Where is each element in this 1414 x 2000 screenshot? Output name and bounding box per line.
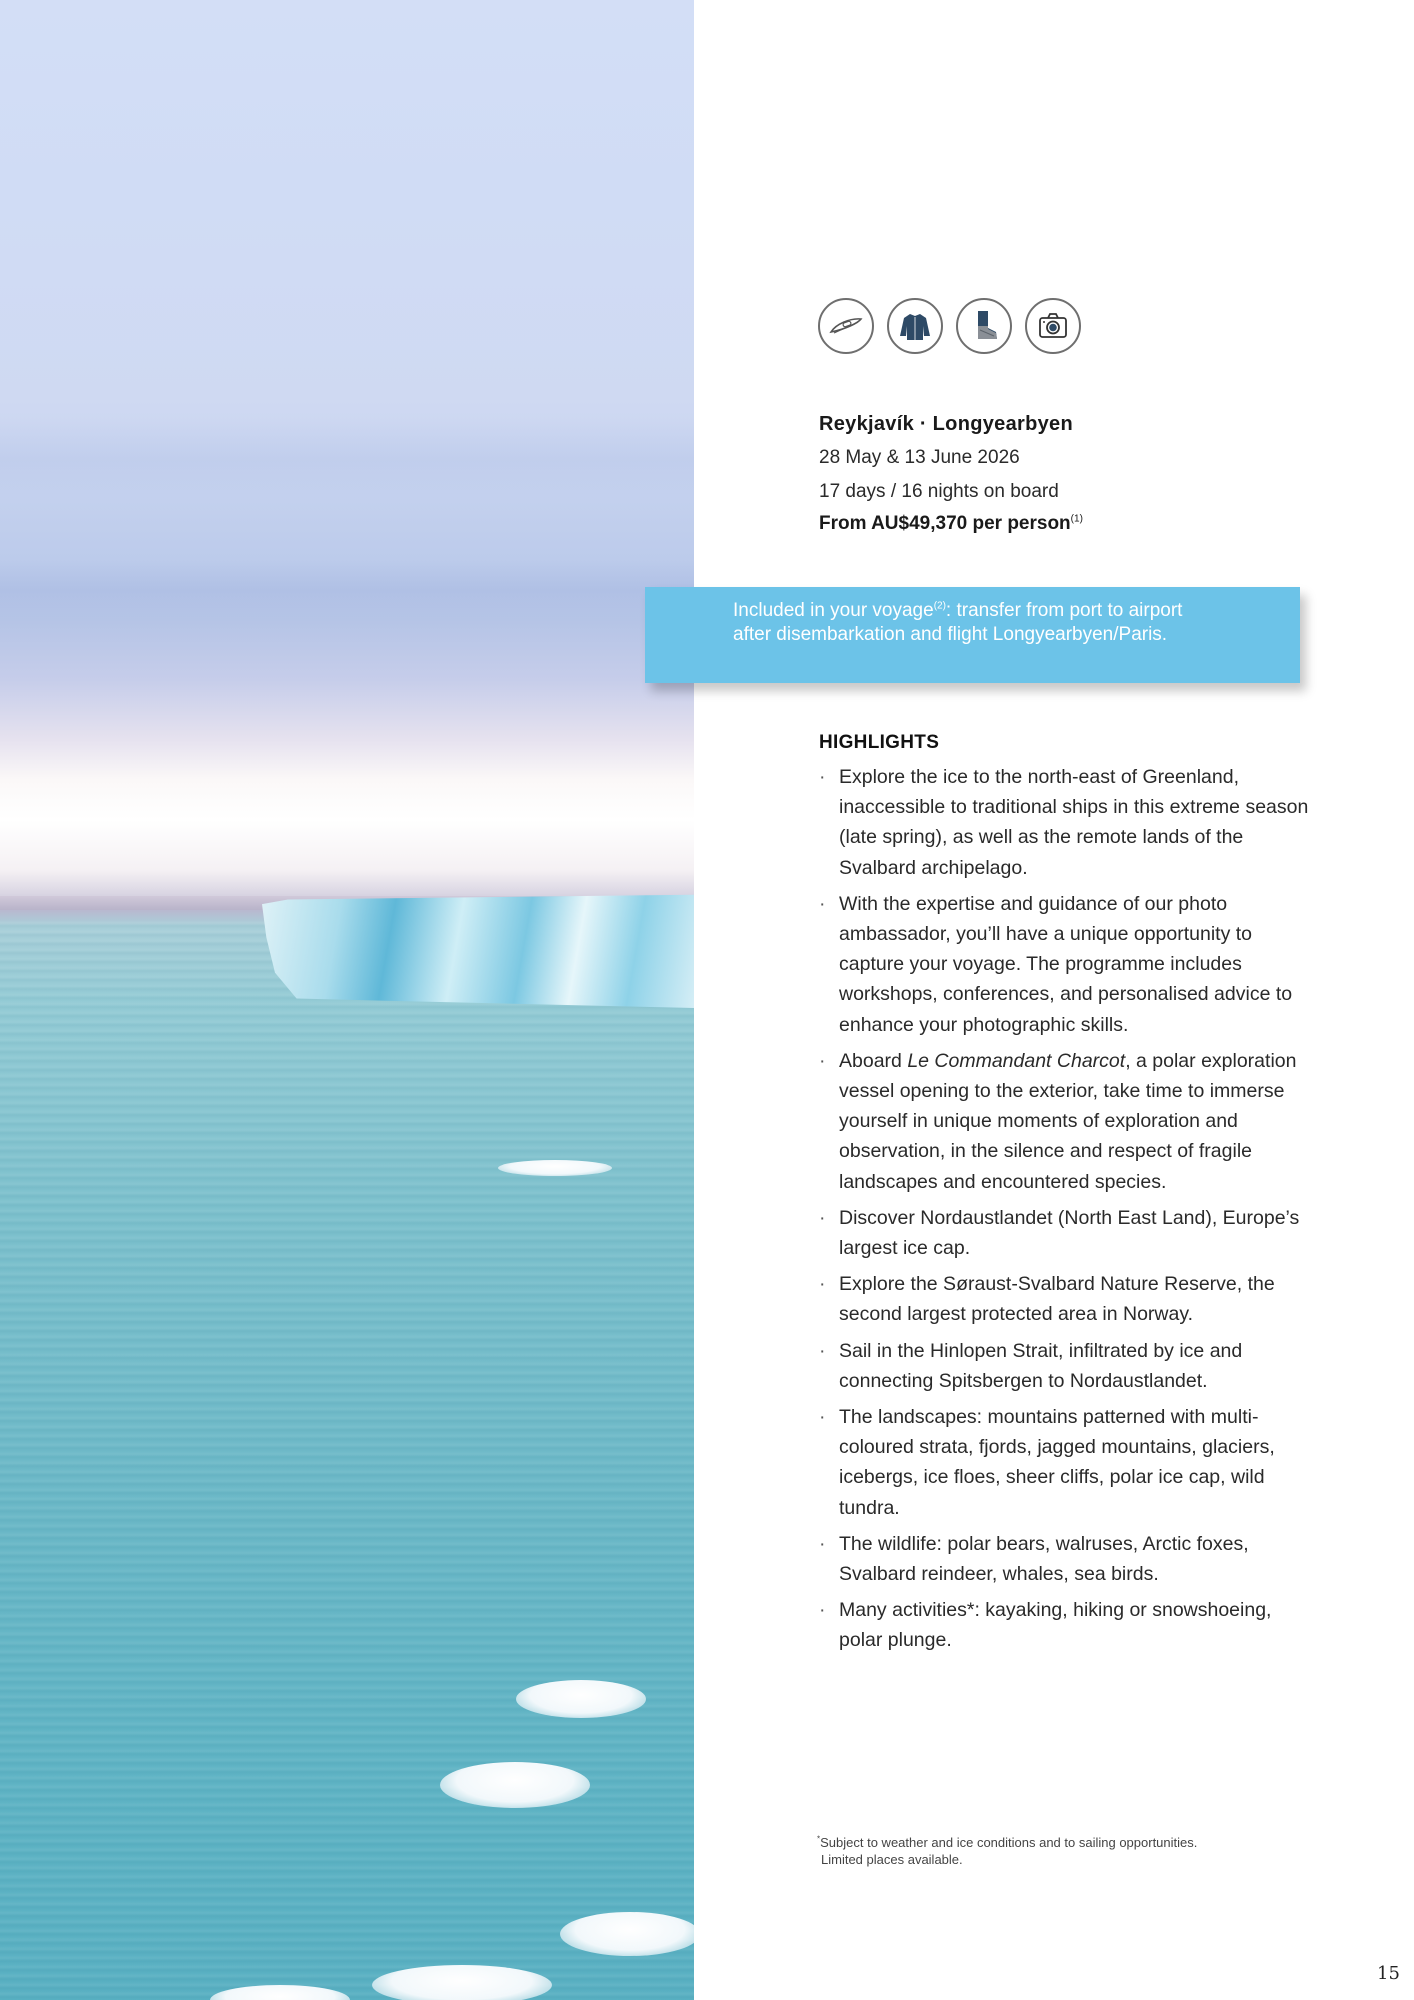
highlight-text: Sail in the Hinlopen Strait, infiltrated by ice and connecting Spitsbergen to Nordaustlandet. [839,1339,1243,1392]
highlight-item [819,1336,1309,1396]
sky-cloud-band [0,420,694,500]
ship-name: Le Commandant Charcot [907,1049,1126,1072]
ice-cliff [262,890,694,1008]
hero-photo [0,0,694,2000]
price-text: From AU$49,370 per person [819,513,1071,534]
bullet-icon: · [819,1206,826,1229]
camera-icon [1025,298,1081,354]
highlight-text: Explore the ice to the north-east of Greenland, inaccessible to traditional ships in this extreme season (late spring), as well as the remote lands of the Svalbard archipelago. [839,766,1309,879]
highlight-item [819,1595,1309,1655]
highlight-item [819,1529,1309,1589]
bullet-icon: · [819,1599,826,1622]
voyage-duration: 17 days / 16 nights on board [819,481,1059,502]
bullet-icon: · [819,766,826,788]
highlight-text: , a polar exploration vessel opening to the exterior, take time to immerse yourself in unique moments of exploration and observation, in the silence and respect of fragile landscapes and encountered species. [839,1049,1297,1193]
highlight-text: Discover Nordaustlandet (North East Land), Europe’s largest ice cap. [839,1206,1300,1260]
included-callout [645,587,1300,683]
voyage-details [819,411,1279,539]
highlights-section [819,731,1309,1662]
boots-icon [956,298,1012,354]
activity-icons [818,298,1081,354]
voyage-route: Reykjavík · Longyearbyen [819,413,1073,435]
footnote-marker: * [817,1834,821,1844]
page-number: 15 [1377,1963,1400,1984]
voyage-dates: 28 May & 13 June 2026 [819,447,1020,468]
highlight-item [819,1203,1309,1263]
footnote-line-1 [817,1834,1257,1851]
highlights-title: HIGHLIGHTS [819,732,940,753]
sky-cloud-band [0,560,694,620]
kayak-icon [818,298,874,354]
highlight-item [819,1046,1309,1197]
ice-floe [498,1160,612,1176]
bullet-icon: · [819,1339,826,1362]
highlight-text: Many activities*: kayaking, hiking or snowshoeing, polar plunge. [839,1599,1272,1652]
bullet-icon: · [819,1532,826,1555]
voyage-price [819,509,1279,539]
ice-floe [440,1762,590,1808]
highlights-list [819,762,1309,1656]
highlight-item [819,1269,1309,1329]
highlight-item [819,762,1309,883]
highlight-text: The wildlife: polar bears, walruses, Arctic foxes, Svalbard reindeer, whales, sea birds. [839,1532,1249,1586]
included-text [733,599,1193,647]
highlight-text: The landscapes: mountains patterned with multi-coloured strata, fjords, jagged mountains, glaciers, icebergs, ice floes, sheer cliffs, polar ice cap, wild tundra. [839,1406,1275,1519]
highlight-text: Explore the Søraust-Svalbard Nature Reserve, the second largest protected area in Norway. [839,1273,1275,1326]
included-footnote-marker: (2) [933,600,946,612]
price-footnote-marker: (1) [1070,513,1083,525]
footnote-line-2: Limited places available. [821,1852,963,1867]
ice-floe [516,1680,646,1718]
footnote-text: Subject to weather and ice conditions and to sailing opportunities. [820,1835,1198,1850]
included-prefix: Included in your voyage [733,600,934,621]
highlight-item [819,889,1309,1040]
ice-floe [560,1912,694,1956]
highlight-item [819,1402,1309,1523]
sea-ripples [0,920,694,2000]
included-body: : transfer from port to airport after disembarkation and flight Longyearbyen/Paris. [733,600,1183,645]
bullet-icon: · [819,1273,826,1296]
bullet-icon: · [819,1049,826,1072]
highlight-text: Aboard [839,1049,908,1072]
bullet-icon: · [819,892,826,915]
bullet-icon: · [819,1406,826,1429]
jacket-icon [887,298,943,354]
footnote [817,1834,1257,1868]
ice-floe [372,1965,552,2000]
highlight-text: With the expertise and guidance of our photo ambassador, you’ll have a unique opportunity to capture your voyage. The programme includes workshops, conferences, and personalised advice to enhance your photographic skills. [839,892,1293,1036]
